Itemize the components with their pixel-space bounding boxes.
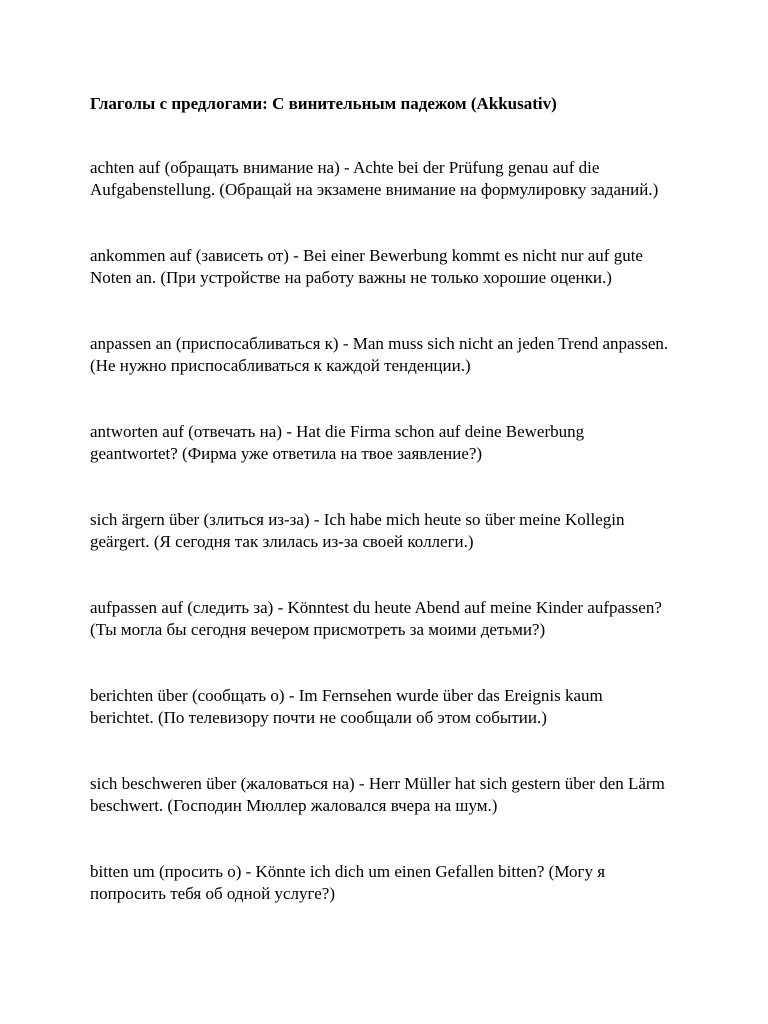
document-title: Глаголы с предлогами: С винительным падежом (Akkusativ) [90,94,557,113]
verb-entry-beschweren: sich beschweren über (жаловаться на) - Herr Müller hat sich gestern über den Lärm beschwert. (Господин Мюллер жаловался вчера на шум.) [90,774,665,815]
verb-list [90,157,670,905]
document-body [90,92,670,949]
verb-entry-aergern: sich ärgern über (злиться из-за) - Ich habe mich heute so über meine Kollegin geärgert. (Я сегодня так злилась из-за своей коллеги.) [90,510,625,551]
verb-entry-achten: achten auf (обращать внимание на) - Achte bei der Prüfung genau auf die Aufgabenstellung. (Обращай на экзамене внимание на формулировку заданий.) [90,158,659,199]
verb-entry-aufpassen: aufpassen auf (следить за) - Könntest du heute Abend auf meine Kinder aufpassen? (Ты могла бы сегодня вечером присмотреть за моими детьми?) [90,598,662,639]
verb-entry-ankommen: ankommen auf (зависеть от) - Bei einer Bewerbung kommt es nicht nur auf gute Noten an. (При устройстве на работу важны не только хорошие оценки.) [90,246,643,287]
verb-entry-antworten: antworten auf (отвечать на) - Hat die Firma schon auf deine Bewerbung geantwortet? (Фирма уже ответила на твое заявление?) [90,422,585,463]
verb-entry-berichten: berichten über (сообщать о) - Im Fernsehen wurde über das Ereignis kaum berichtet. (По телевизору почти не сообщали об этом событии.) [90,686,603,727]
verb-entry-bitten: bitten um (просить о) - Könnte ich dich um einen Gefallen bitten? (Могу я попросить тебя об одной услуге?) [90,862,606,903]
verb-entry-anpassen: anpassen an (приспосабливаться к) - Man muss sich nicht an jeden Trend anpassen. (Не нужно приспосабливаться к каждой тенденции.) [90,334,669,375]
